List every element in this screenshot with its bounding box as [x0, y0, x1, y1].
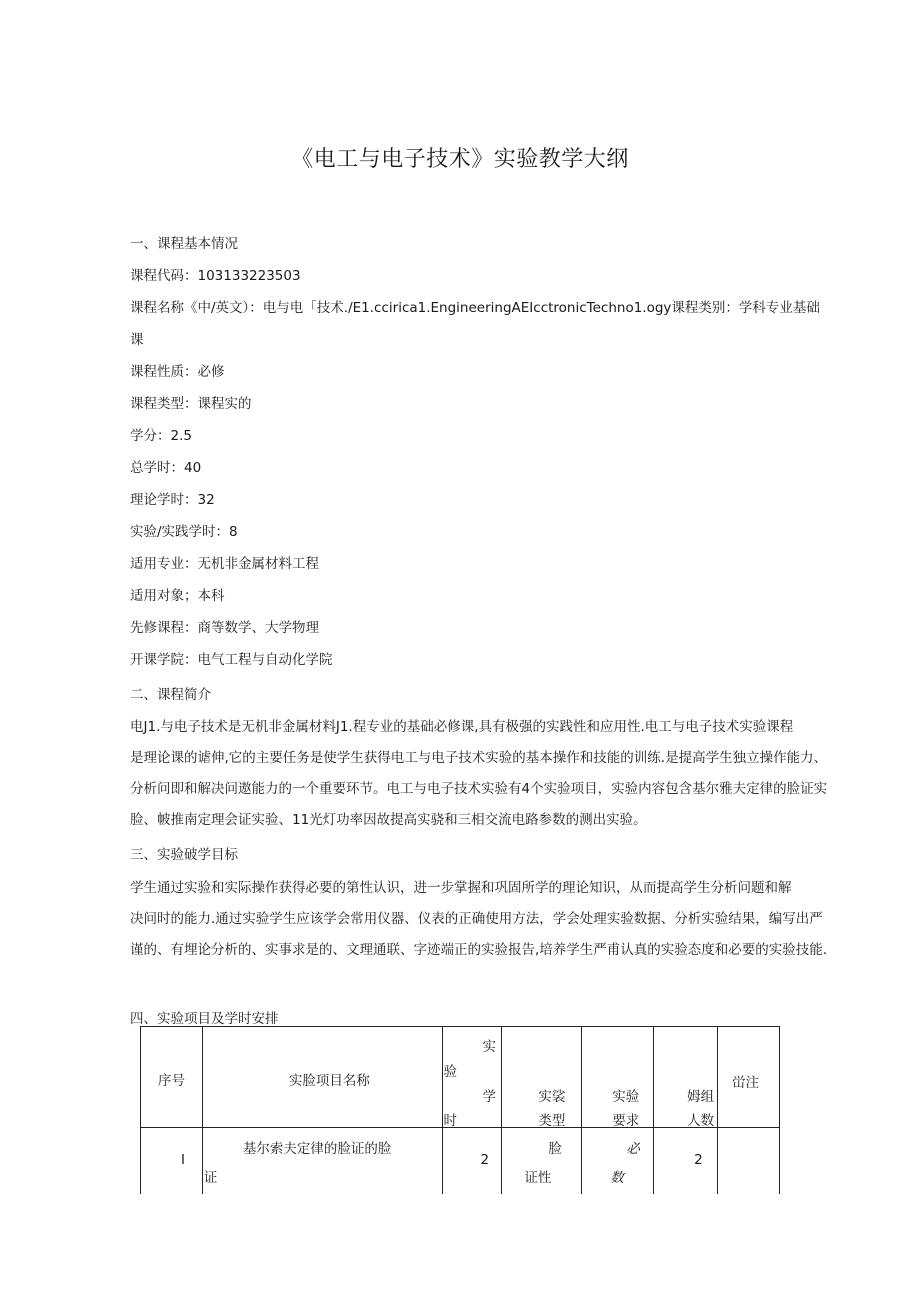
course-nature: 课程性质：必修 [130, 364, 225, 380]
credits: 学分：2.5 [130, 428, 192, 444]
section2-heading: 二、课程简介 [130, 687, 211, 703]
total-hours: 总学时：40 [130, 460, 202, 476]
header-group-size: 姆组 人数 [654, 1027, 718, 1128]
goal-line-3: 谨的、有埋论分析的、实事求是的、文理通联、字迹端正的实验报告,培养学生严甫认真的实验态度和必要的实验技能. [130, 942, 828, 958]
lab-hours: 实验/实践学时：8 [130, 524, 238, 540]
row-group-size: 2 [654, 1128, 718, 1195]
goal-line-2: 决问时的能力.通过实验学生应该学会常用仪器、仪表的正确使用方法，学会处理实验数据、分析实验结果，编写出严 [130, 911, 823, 927]
row-name: 基尔索夫定律的脸证的脸 证 [202, 1128, 442, 1195]
header-seq: 序号 [141, 1027, 203, 1128]
section3-heading: 三、实验破学目标 [130, 847, 238, 863]
course-name: 课程名称《中/英文）：电与电「技术./E1.ccirica1.EngineeringAEIcctronicTechno1.ogy课程类别：学科专业基础 [130, 300, 820, 316]
row-note [718, 1128, 780, 1195]
header-name: 实脸项目名称 [202, 1027, 442, 1128]
offering-college: 开课学院：电气工程与自动化学院 [130, 652, 333, 668]
row-type: 脸 证性 [502, 1128, 582, 1195]
section1-heading: 一、课程基本情况 [130, 236, 238, 252]
course-name-wrap: 课 [130, 332, 144, 348]
table-row [141, 1128, 780, 1195]
intro-line-1: 电J1.与电子技术是无机非金属材料J1.程专业的基础必修课,具有极强的实践性和应用性.电工与电子技术实验课程 [130, 719, 794, 735]
header-type: 实裟 类型 [502, 1027, 582, 1128]
applicable-major: 适用专业：无机非金属材料工程 [130, 556, 319, 572]
row-seq: I [141, 1128, 203, 1195]
row-requirement: 必 数 [582, 1128, 654, 1195]
intro-line-3: 分析问即和解决问遨能力的一个重要环节。电工与电子技术实验有4个实验项目，实验内容包含基尔雅夫定律的脸证实 [130, 781, 828, 797]
course-type: 课程类型：课程实的 [130, 396, 252, 412]
row-hours: 2 [442, 1128, 502, 1195]
experiment-table [140, 1026, 780, 1194]
header-hours: 实 验 学 时 [442, 1027, 502, 1128]
course-code: 课程代码：103133223503 [130, 268, 301, 284]
document-title: 《电工与电子技术》实验教学大纲 [291, 147, 629, 172]
applicable-audience: 适用对象；本科 [130, 588, 225, 604]
goal-line-1: 学生通过实验和实际操作获得必要的第性认识，进一步掌握和巩固所学的理论知识，从而提高学生分析问题和解 [130, 880, 792, 896]
prerequisites: 先修课程：商等数学、大学物理 [130, 620, 319, 636]
intro-line-2: 是理论课的谑伸,它的主要任务是使学生获得电工与电子技术实验的基本操作和技能的训练.是提高学生独立操作能力、 [130, 750, 828, 766]
theory-hours: 理论学时：32 [130, 492, 215, 508]
header-note: 峃注 [718, 1027, 780, 1128]
table-header-row [141, 1027, 780, 1128]
intro-line-4: 脸、帔推南定理会证实验、11光灯功率因故提高实骁和三相交流电路参数的测出实验。 [130, 812, 647, 828]
section4-heading: 四、实验项目及学时安排 [130, 1011, 279, 1027]
header-requirement: 实验 要求 [582, 1027, 654, 1128]
